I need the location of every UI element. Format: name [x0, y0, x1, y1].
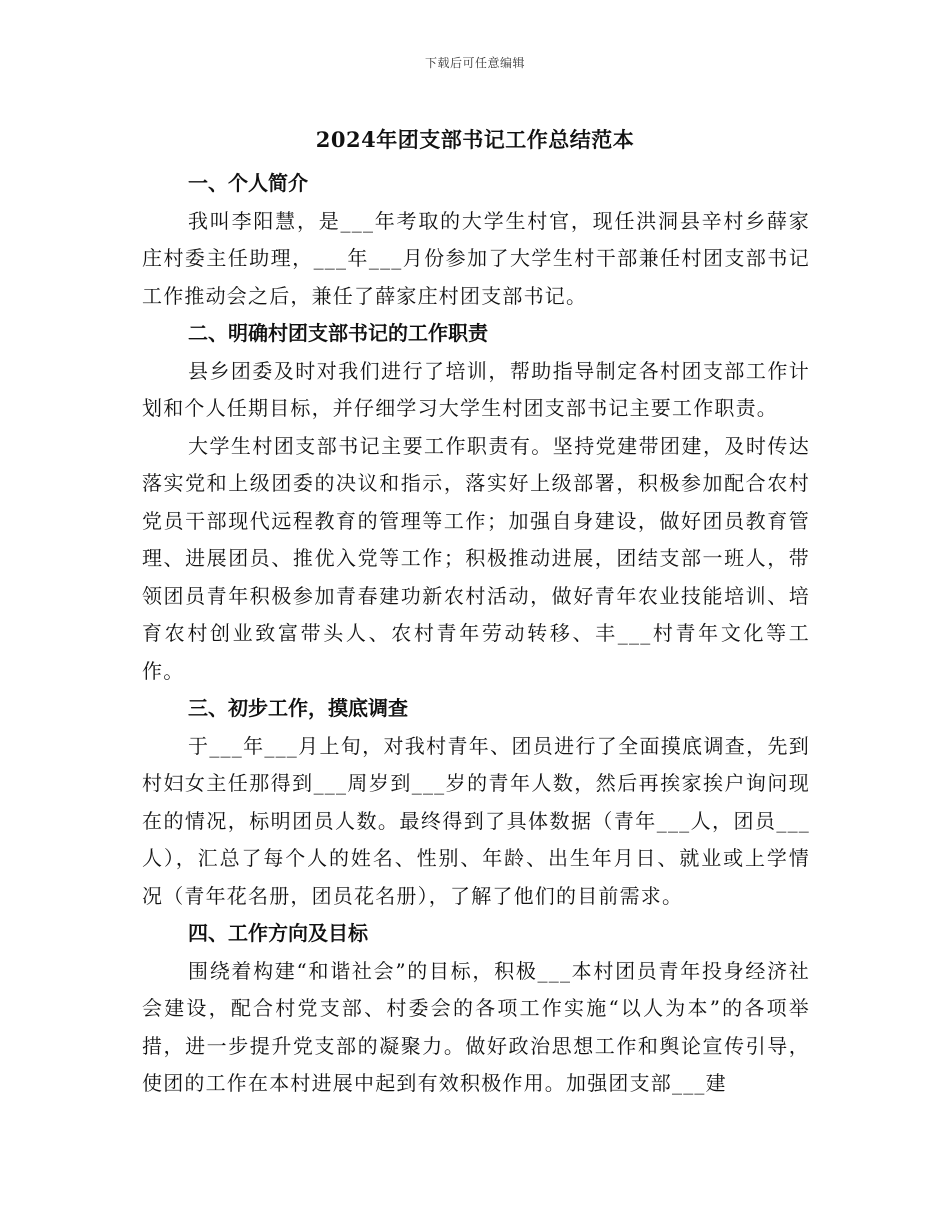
document-title: 2024年团支部书记工作总结范本 — [315, 127, 635, 152]
section-heading: 二、明确村团支部书记的工作职责 — [188, 321, 488, 345]
document-body — [142, 165, 810, 1103]
section-heading: 四、工作方向及目标 — [188, 921, 368, 945]
paragraph: 于___年___月上旬，对我村青年、团员进行了全面摸底调查，先到村妇女主任那得到___周岁到___岁的青年人数，然后再挨家挨户询问现在的情况，标明团员人数。最终得到了具体数据（青年___人，团员___人），汇总了每个人的姓名、性别、年龄、出生年月日、就业或上学情况（青年花名册，团员花名册），了解了他们的目前需求。 — [142, 733, 810, 908]
paragraph: 我叫李阳慧，是___年考取的大学生村官，现任洪洞县辛村乡薛家庄村委主任助理，___年___月份参加了大学生村干部兼任村团支部书记工作推动会之后，兼任了薛家庄村团支部书记。 — [142, 208, 810, 308]
section-heading: 一、个人简介 — [188, 171, 308, 195]
paragraph: 大学生村团支部书记主要工作职责有。坚持党建带团建，及时传达落实党和上级团委的决议和指示，落实好上级部署，积极参加配合农村党员干部现代远程教育的管理等工作；加强自身建设，做好团员教育管理、进展团员、推优入党等工作；积极推动进展，团结支部一班人，带领团员青年积极参加青春建功新农村活动，做好青年农业技能培训、培育农村创业致富带头人、农村青年劳动转移、丰___村青年文化等工作。 — [142, 433, 810, 683]
paragraph: 县乡团委及时对我们进行了培训，帮助指导制定各村团支部工作计划和个人任期目标，并仔细学习大学生村团支部书记主要工作职责。 — [142, 358, 810, 420]
section-heading: 三、初步工作，摸底调查 — [188, 696, 408, 720]
header-note: 下载后可任意编辑 — [424, 56, 525, 70]
paragraph: 围绕着构建“和谐社会”的目标，积极___本村团员青年投身经济社会建设，配合村党支部、村委会的各项工作实施“以人为本”的各项举措，进一步提升党支部的凝聚力。做好政治思想工作和舆论宣传引导，使团的工作在本村进展中起到有效积极作用。加强团支部___建 — [142, 958, 810, 1095]
